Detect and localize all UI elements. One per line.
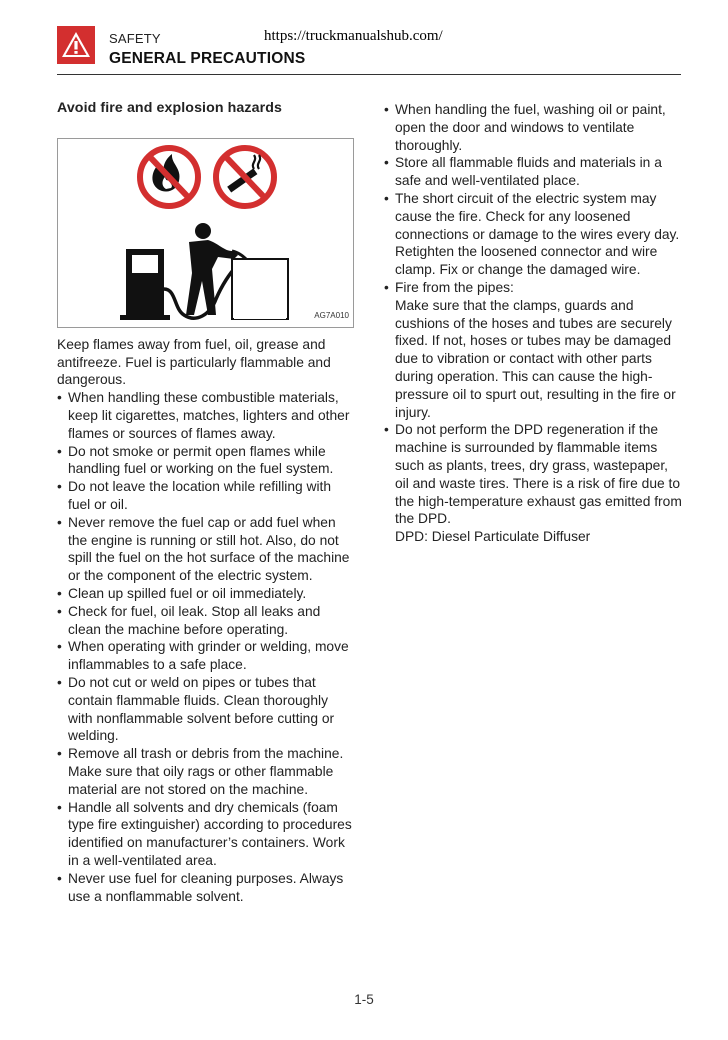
fuel-pump-refueling-illustration (120, 223, 288, 320)
list-item: • Never remove the fuel cap or add fuel when the engine is running or still hot. Also, do not spill the fuel on the hot surface of the machine or the component of the electric system. (57, 514, 355, 585)
right-column (384, 101, 684, 546)
dpd-text: • Do not perform the DPD regeneration if the machine is surrounded by flammable items such as plants, trees, dry grass, wastepaper, oil and waste tires. There is a risk of fire due to the high-temperature exhaust gas emitted from the DPD. (395, 422, 682, 527)
section-label: SAFETY (109, 31, 161, 46)
right-bullet-list (384, 101, 684, 546)
list-item-pipes (384, 279, 684, 421)
list-item: • When operating with grinder or welding, move inflammables to a safe place. (57, 638, 355, 674)
list-item: • Never use fuel for cleaning purposes. Always use a nonflammable solvent. (57, 870, 355, 906)
list-item-dpd (384, 421, 684, 546)
section-heading: Avoid fire and explosion hazards (57, 100, 282, 116)
no-smoking-icon (216, 148, 274, 206)
header-divider (57, 74, 681, 75)
list-item: • Do not leave the location while refilling with fuel or oil. (57, 478, 355, 514)
left-column (57, 100, 355, 905)
pipes-subheading: • Fire from the pipes: (395, 279, 514, 295)
list-item: • The short circuit of the electric system may cause the fire. Check for any loosened connections or damage to the wires every day. Retighten the loosened connector and wire clamp. Fix or change the damaged wire. (384, 190, 684, 279)
source-url[interactable]: https://truckmanualshub.com/ (264, 28, 443, 44)
list-item: • When handling these combustible materials, keep lit cigarettes, matches, lighters and other flames or sources of flames away. (57, 389, 355, 442)
list-item: • Clean up spilled fuel or oil immediately. (57, 585, 355, 603)
list-item: • Handle all solvents and dry chemicals (foam type fire extinguisher) according to procedures identified on manufacturer’s containers. Work in a well-ventilated area. (57, 799, 355, 870)
list-item: • Do not smoke or permit open flames while handling fuel or working on the fuel system. (57, 443, 355, 479)
dpd-note: DPD: Diesel Particulate Diffuser (395, 529, 591, 545)
left-bullet-list (57, 389, 355, 905)
pipes-text: Make sure that the clamps, guards and cushions of the hoses and tubes are securely fixed. If not, hoses or tubes may be damaged due to vibration or contact with other parts during operation. This can cause the high-pressure oil to spurt out, resulting in the fire or injury. (395, 297, 676, 420)
list-item: • Remove all trash or debris from the machine. Make sure that oily rags or other flammable material are not stored on the machine. (57, 745, 355, 798)
figure-code: AG7A010 (314, 311, 349, 320)
list-item: • Do not cut or weld on pipes or tubes that contain flammable fluids. Clean thoroughly with nonflammable solvent before cutting or welding. (57, 674, 355, 745)
list-item: • Check for fuel, oil leak. Stop all leaks and clean the machine before operating. (57, 603, 355, 639)
intro-paragraph: Keep flames away from fuel, oil, grease and antifreeze. Fuel is particularly flammable and dangerous. (57, 336, 331, 388)
warning-triangle-icon (57, 26, 95, 64)
page-title: GENERAL PRECAUTIONS (109, 50, 306, 67)
page-number: 1-5 (354, 992, 374, 1007)
fire-hazard-figure (57, 138, 354, 328)
list-item: • When handling the fuel, washing oil or paint, open the door and windows to ventilate thoroughly. (384, 101, 684, 154)
no-open-flame-icon (140, 148, 198, 206)
list-item: • Store all flammable fluids and materials in a safe and well-ventilated place. (384, 154, 684, 190)
